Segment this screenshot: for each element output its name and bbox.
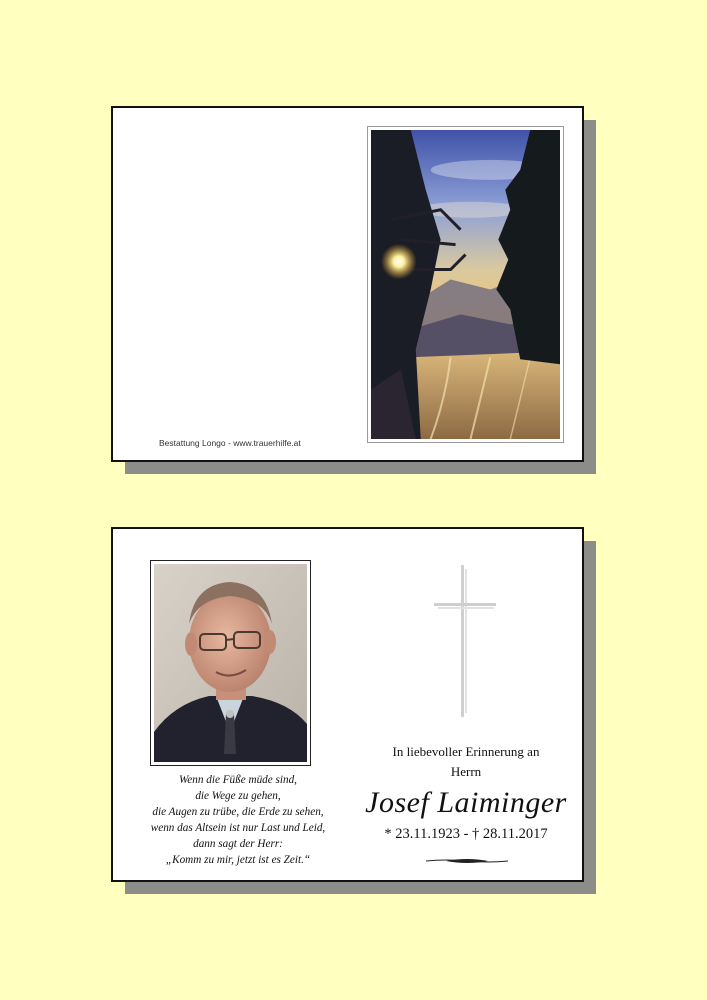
- poem-line: die Wege zu gehen,: [195, 790, 281, 802]
- landscape-photo: [367, 126, 564, 443]
- life-dates: * 23.11.1923 - † 28.11.2017: [384, 826, 548, 842]
- poem-line: wenn das Altsein ist nur Last und Leid,: [150, 822, 326, 834]
- cross-icon: [434, 565, 496, 717]
- card-inner: [111, 527, 584, 882]
- salutation: Herrn: [450, 764, 482, 779]
- memorial-intro: [351, 742, 581, 782]
- portrait-image: [154, 564, 307, 762]
- funeral-home-imprint: Bestattung Longo - www.trauerhilfe.at: [159, 438, 301, 448]
- poem-line: die Augen zu trübe, die Erde zu sehen,: [152, 806, 324, 818]
- deceased-name: Josef Laiminger: [365, 786, 567, 819]
- poem: [123, 772, 353, 868]
- card-front: [111, 106, 584, 462]
- portrait-photo: [150, 560, 311, 766]
- landscape-image: [371, 130, 560, 439]
- memorial-intro-text: In liebevoller Erinnerung an: [392, 744, 540, 759]
- ornamental-divider-icon: [426, 857, 508, 865]
- poem-line: dann sagt der Herr:: [193, 838, 283, 850]
- poem-line: Wenn die Füße müde sind,: [179, 774, 297, 786]
- poem-line: „Komm zu mir, jetzt ist es Zeit.“: [165, 854, 311, 866]
